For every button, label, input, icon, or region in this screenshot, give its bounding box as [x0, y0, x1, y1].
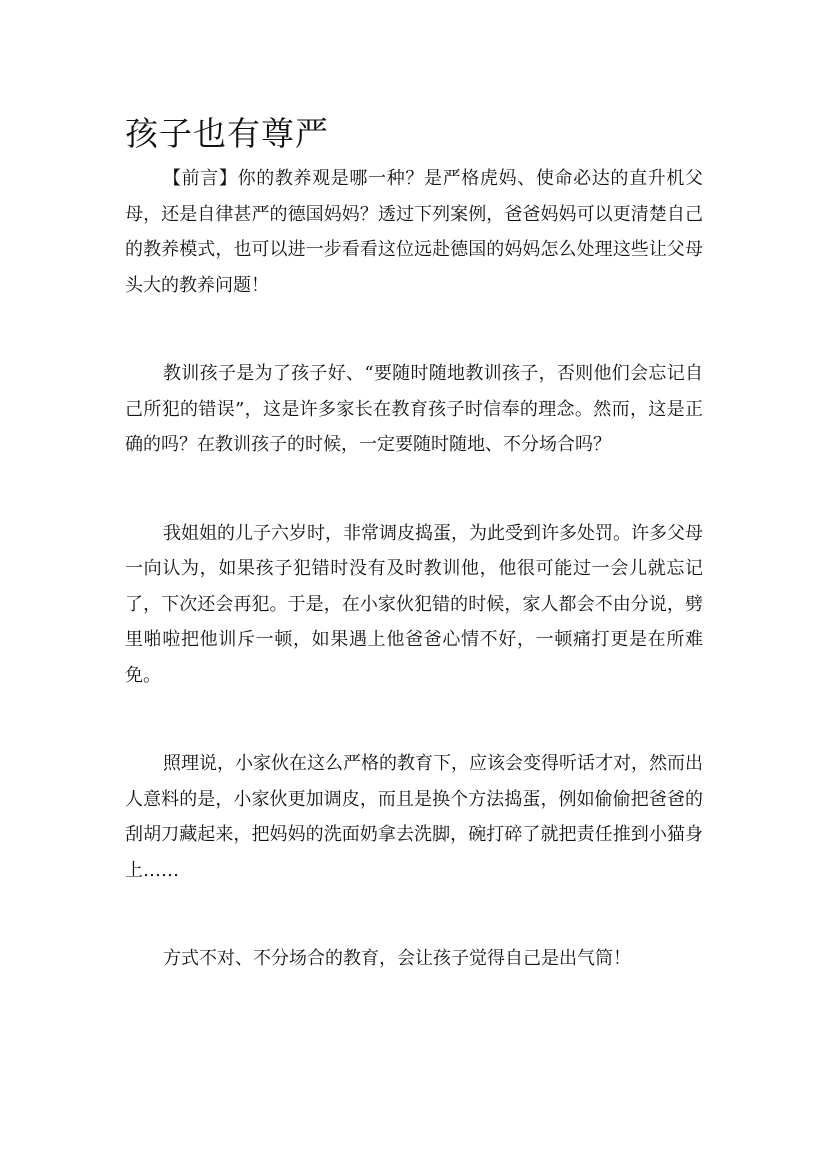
document-title: 孩子也有尊严: [125, 114, 329, 153]
preface-paragraph: [125, 161, 703, 303]
body-paragraph-3: 照理说，小家伙在这么严格的教育下，应该会变得听话才对，然而出人意料的是，小家伙更加调皮，而且是换个方法捣蛋，例如偷偷把爸爸的刮胡刀藏起来，把妈妈的洗面奶拿去洗脚，碗打碎了就把责任推到小猫身上……: [125, 753, 703, 881]
preface-label: 【前言】: [163, 168, 238, 189]
preface-text: 你的教养观是哪一种？是严格虎妈、使命必达的直升机父母，还是自律甚严的德国妈妈？透过下列案例，爸爸妈妈可以更清楚自己的教养模式，也可以进一步看看这位远赴德国的妈妈怎么处理这些让父母头大的教养问题！: [125, 168, 704, 296]
body-paragraph-4: 方式不对、不分场合的教育，会让孩子觉得自己是出气筒！: [163, 948, 631, 969]
body-paragraph-2: 我姐姐的儿子六岁时，非常调皮捣蛋，为此受到许多处罚。许多父母一向认为，如果孩子犯错时没有及时教训他，他很可能过一会儿就忘记了，下次还会再犯。于是，在小家伙犯错的时候，家人都会不由分说，劈里啪啦把他训斥一顿，如果遇上他爸爸心情不好，一顿痛打更是在所难免。: [125, 522, 703, 686]
document-page: [125, 112, 703, 977]
body-paragraph-1: 教训孩子是为了孩子好、“要随时随地教训孩子，否则他们会忘记自己所犯的错误”，这是许多家长在教育孩子时信奉的理念。然而，这是正确的吗？在教训孩子的时候，一定要随时随地、不分场合吗？: [125, 363, 703, 455]
